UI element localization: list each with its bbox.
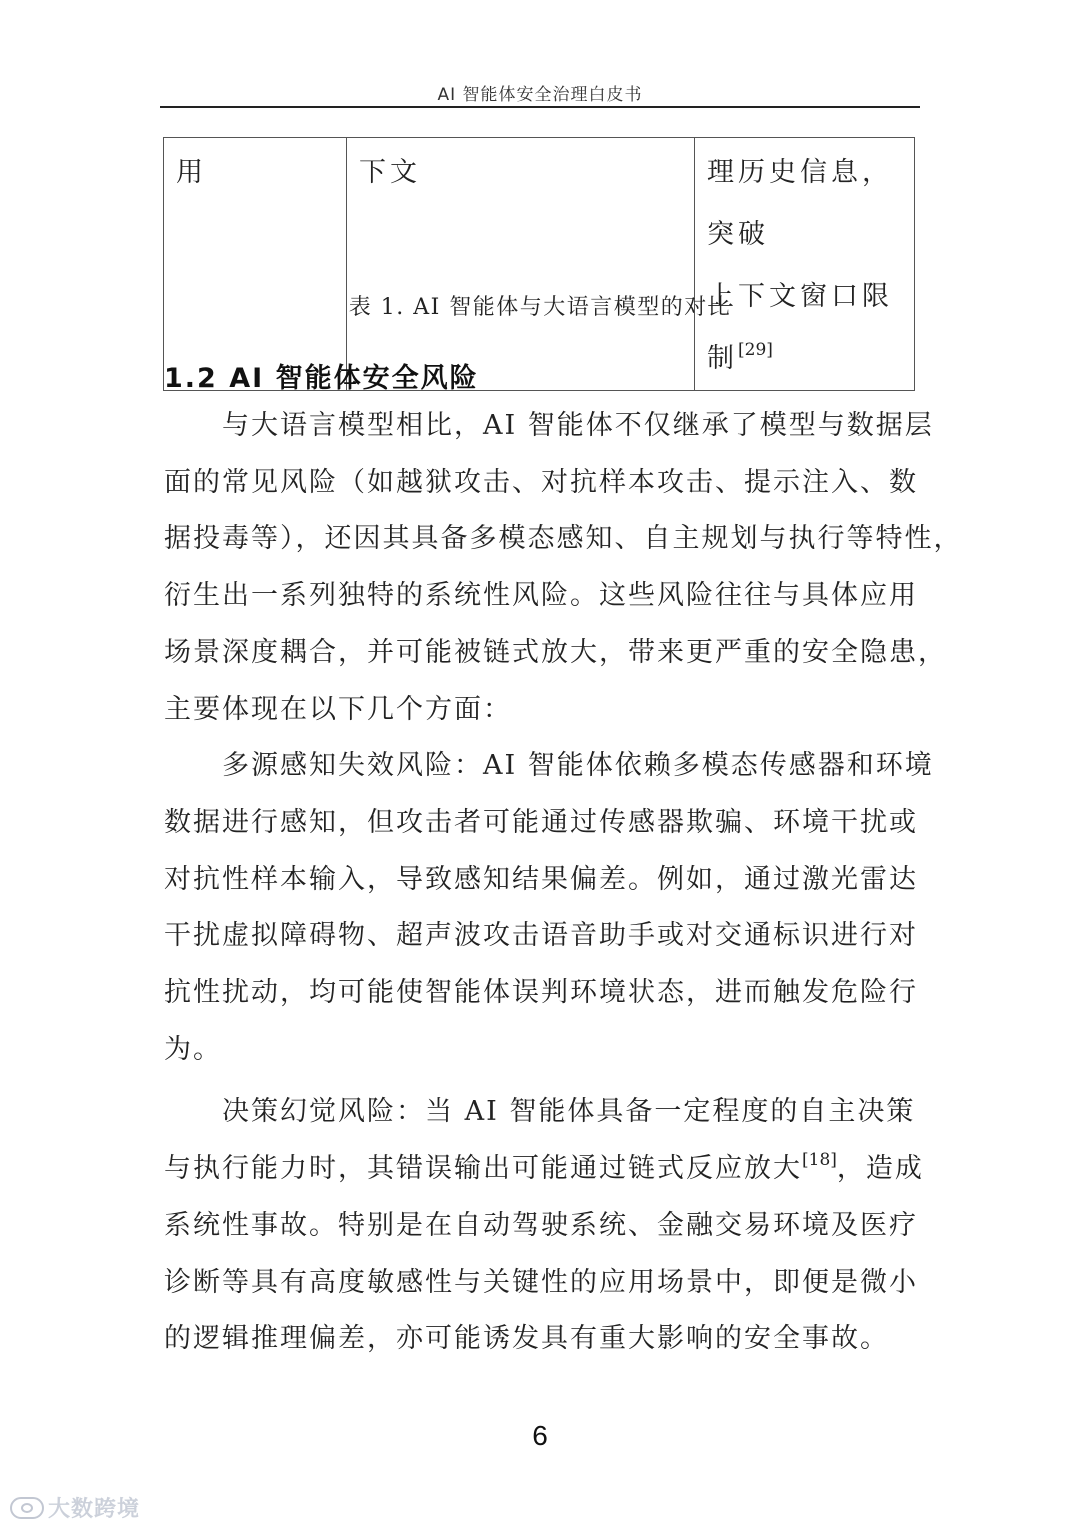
citation-ref: [29]: [738, 340, 773, 360]
text-line: 抗性扰动，均可能使智能体误判环境状态，进而触发危险行: [164, 977, 918, 1009]
watermark: [10, 1492, 140, 1523]
table-caption: 表 1. AI 智能体与大语言模型的对比: [348, 295, 732, 320]
citation-ref: [18]: [802, 1150, 837, 1171]
watermark-logo-icon: [10, 1497, 44, 1519]
text-line: 的逻辑推理偏差，亦可能诱发具有重大影响的安全事故。: [164, 1323, 889, 1355]
section-heading: 1.2 AI 智能体安全风险: [164, 363, 479, 394]
text-line: 衍生出一系列独特的系统性风险。这些风险往往与具体应用: [164, 580, 918, 612]
text-line: 场景深度耦合，并可能被链式放大，带来更严重的安全隐患，: [164, 636, 947, 668]
header-rule: [160, 106, 920, 108]
page-number: 6: [532, 1420, 548, 1451]
text-part: 与执行能力时，其错误输出可能通过链式反应放大: [164, 1153, 802, 1185]
text-line: 面的常见风险（如越狱攻击、对抗样本攻击、提示注入、数: [164, 466, 918, 498]
text-line: 系统性事故。特别是在自动驾驶系统、金融交易环境及医疗: [164, 1209, 918, 1241]
text-part: ，造成: [836, 1153, 924, 1185]
cell-text: 用: [176, 157, 207, 188]
text-line: 对抗性样本输入，导致感知结果偏差。例如，通过激光雷达: [164, 863, 918, 895]
text-line: 与大语言模型相比，AI 智能体不仅继承了模型与数据层: [164, 410, 934, 441]
table-cell: [164, 138, 347, 391]
text-line: 决策幻觉风险：当 AI 智能体具备一定程度的自主决策: [164, 1096, 916, 1128]
body-text: [164, 398, 963, 1368]
cell-text: 理历史信息，突破: [707, 157, 893, 250]
table-cell: [695, 138, 915, 391]
running-header: AI 智能体安全治理白皮书: [437, 85, 643, 105]
text-line: 干扰虚拟障碍物、超声波攻击语音助手或对交通标识进行对: [164, 920, 918, 952]
text-line: [164, 1141, 924, 1198]
comparison-table: [163, 137, 915, 391]
watermark-text: 大数跨境: [48, 1497, 141, 1522]
paragraph-2: [164, 738, 934, 1078]
cell-text-part: 上下文窗口限制: [707, 281, 893, 374]
table-cell: [347, 138, 695, 391]
text-line: 主要体现在以下几个方面：: [164, 693, 512, 725]
table-row: [164, 138, 915, 391]
text-line: 据投毒等），还因其具备多模态感知、自主规划与执行等特性，: [164, 523, 963, 555]
text-line: 多源感知失效风险：AI 智能体依赖多模态传感器和环境: [164, 750, 934, 782]
paragraph-3: [164, 1084, 924, 1368]
text-line: 数据进行感知，但攻击者可能通过传感器欺骗、环境干扰或: [164, 806, 918, 838]
cell-text: 下文: [359, 157, 421, 188]
text-line: 诊断等具有高度敏感性与关键性的应用场景中，即便是微小: [164, 1266, 918, 1298]
paragraph-1: [164, 398, 963, 738]
text-line: 为。: [164, 1033, 222, 1065]
cell-text: [707, 266, 904, 390]
